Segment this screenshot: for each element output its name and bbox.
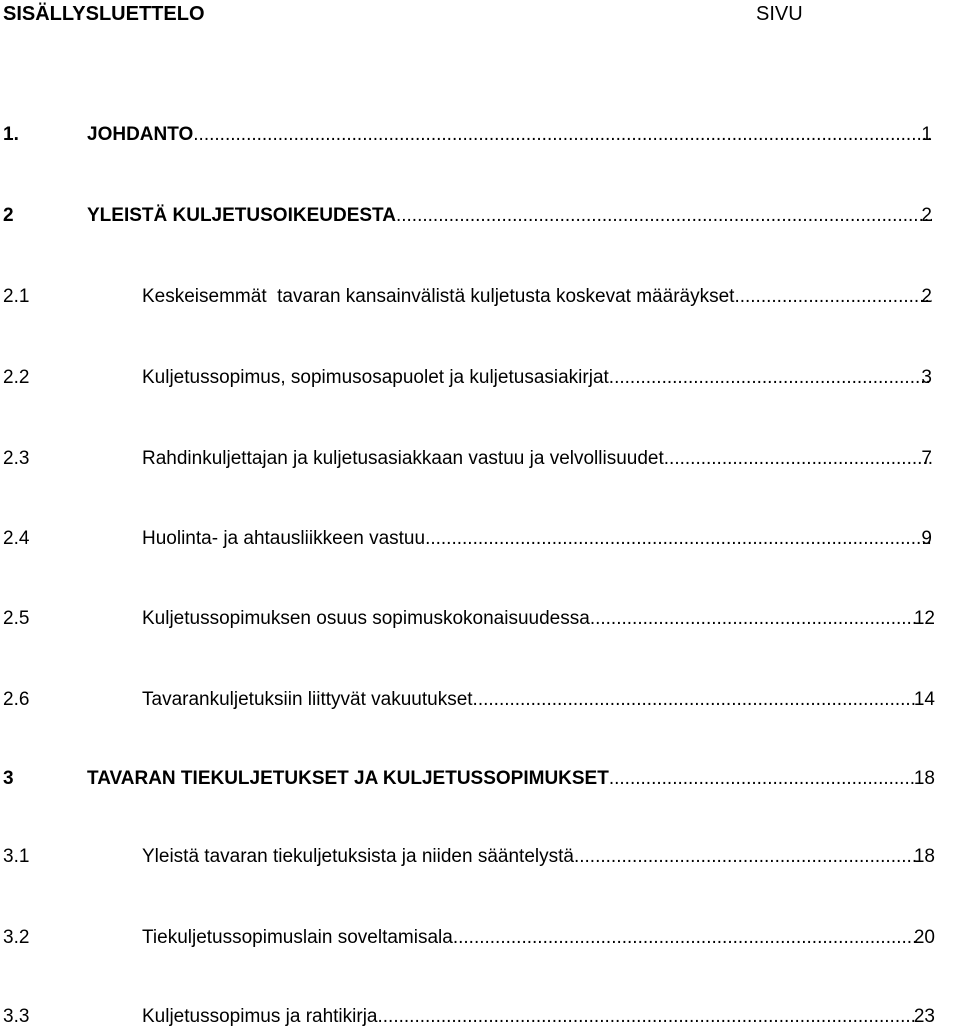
- toc-entry-title: TAVARAN TIEKULJETUKSET JA KULJETUSSOPIMUKSET: [87, 768, 609, 789]
- toc-entry-page: 18: [913, 846, 935, 867]
- dot-leader: [193, 121, 932, 149]
- toc-entry-page: 7: [921, 448, 932, 469]
- dot-leader: [453, 924, 916, 952]
- toc-entry-number: 3.1: [3, 846, 30, 867]
- dot-leader: [734, 283, 932, 311]
- toc-entry-number: 2.1: [3, 286, 30, 307]
- toc-entry-page: 23: [913, 1006, 935, 1027]
- toc-entry-2-3[interactable]: [0, 445, 960, 473]
- toc-entry-number: 3: [3, 768, 14, 789]
- toc-entry-page: 3: [921, 367, 932, 388]
- dot-leader: [425, 525, 932, 553]
- toc-entry-3-1[interactable]: [0, 843, 960, 871]
- toc-entry-number: 2.2: [3, 367, 30, 388]
- dot-leader: [590, 605, 916, 633]
- toc-entry-page: 2: [921, 286, 932, 307]
- toc-entry-title: JOHDANTO: [87, 124, 194, 145]
- toc-entry-3[interactable]: [0, 765, 960, 793]
- toc-entry-title: Rahdinkuljettajan ja kuljetusasiakkaan vastuu ja velvollisuudet: [142, 448, 664, 469]
- toc-entry-title: Kuljetussopimus, sopimusosapuolet ja kuljetusasiakirjat: [142, 367, 609, 388]
- toc-entry-2[interactable]: [0, 202, 960, 230]
- toc-entry-page: 1: [921, 124, 932, 145]
- toc-entry-number: 3.2: [3, 927, 30, 948]
- toc-entry-1[interactable]: [0, 121, 960, 149]
- toc-entry-title: Huolinta- ja ahtausliikkeen vastuu: [142, 528, 426, 549]
- dot-leader: [664, 445, 932, 473]
- toc-entry-title: Kuljetussopimuksen osuus sopimuskokonaisuudessa: [142, 608, 590, 629]
- dot-leader: [574, 843, 916, 871]
- toc-entry-page: 18: [913, 768, 935, 789]
- toc-entry-number: 2.6: [3, 689, 30, 710]
- toc-entry-page: 12: [913, 608, 935, 629]
- toc-entry-number: 2.3: [3, 448, 30, 469]
- toc-entry-page: 2: [921, 205, 932, 226]
- toc-heading: SISÄLLYSLUETTELO: [3, 3, 205, 25]
- toc-entry-number: 2.4: [3, 528, 30, 549]
- toc-entry-number: 1.: [3, 124, 19, 145]
- dot-leader: [378, 1003, 917, 1031]
- toc-entry-number: 3.3: [3, 1006, 30, 1027]
- toc-entry-title: Yleistä tavaran tiekuljetuksista ja niiden sääntelystä: [142, 846, 574, 867]
- toc-entry-page: 9: [921, 528, 932, 549]
- dot-leader: [473, 686, 916, 714]
- page-column-heading: SIVU: [756, 3, 803, 25]
- toc-entry-title: Tiekuljetussopimuslain soveltamisala: [142, 927, 453, 948]
- dot-leader: [609, 765, 916, 793]
- toc-entry-title: YLEISTÄ KULJETUSOIKEUDESTA: [87, 205, 396, 226]
- toc-entry-2-5[interactable]: [0, 605, 960, 633]
- toc-entry-title: Keskeisemmät tavaran kansainvälistä kuljetusta koskevat määräykset: [142, 286, 735, 307]
- toc-entry-title: Kuljetussopimus ja rahtikirja: [142, 1006, 378, 1027]
- toc-entry-3-2[interactable]: [0, 924, 960, 952]
- toc-entry-2-1[interactable]: [0, 283, 960, 311]
- toc-entry-number: 2.5: [3, 608, 30, 629]
- dot-leader: [609, 364, 932, 392]
- toc-entry-2-6[interactable]: [0, 686, 960, 714]
- toc-entry-page: 14: [913, 689, 935, 710]
- toc-entry-2-2[interactable]: [0, 364, 960, 392]
- toc-entry-3-3[interactable]: [0, 1003, 960, 1031]
- toc-entry-2-4[interactable]: [0, 525, 960, 553]
- toc-entry-title: Tavarankuljetuksiin liittyvät vakuutukset: [142, 689, 473, 710]
- toc-entry-page: 20: [913, 927, 935, 948]
- toc-entry-number: 2: [3, 205, 14, 226]
- dot-leader: [396, 202, 932, 230]
